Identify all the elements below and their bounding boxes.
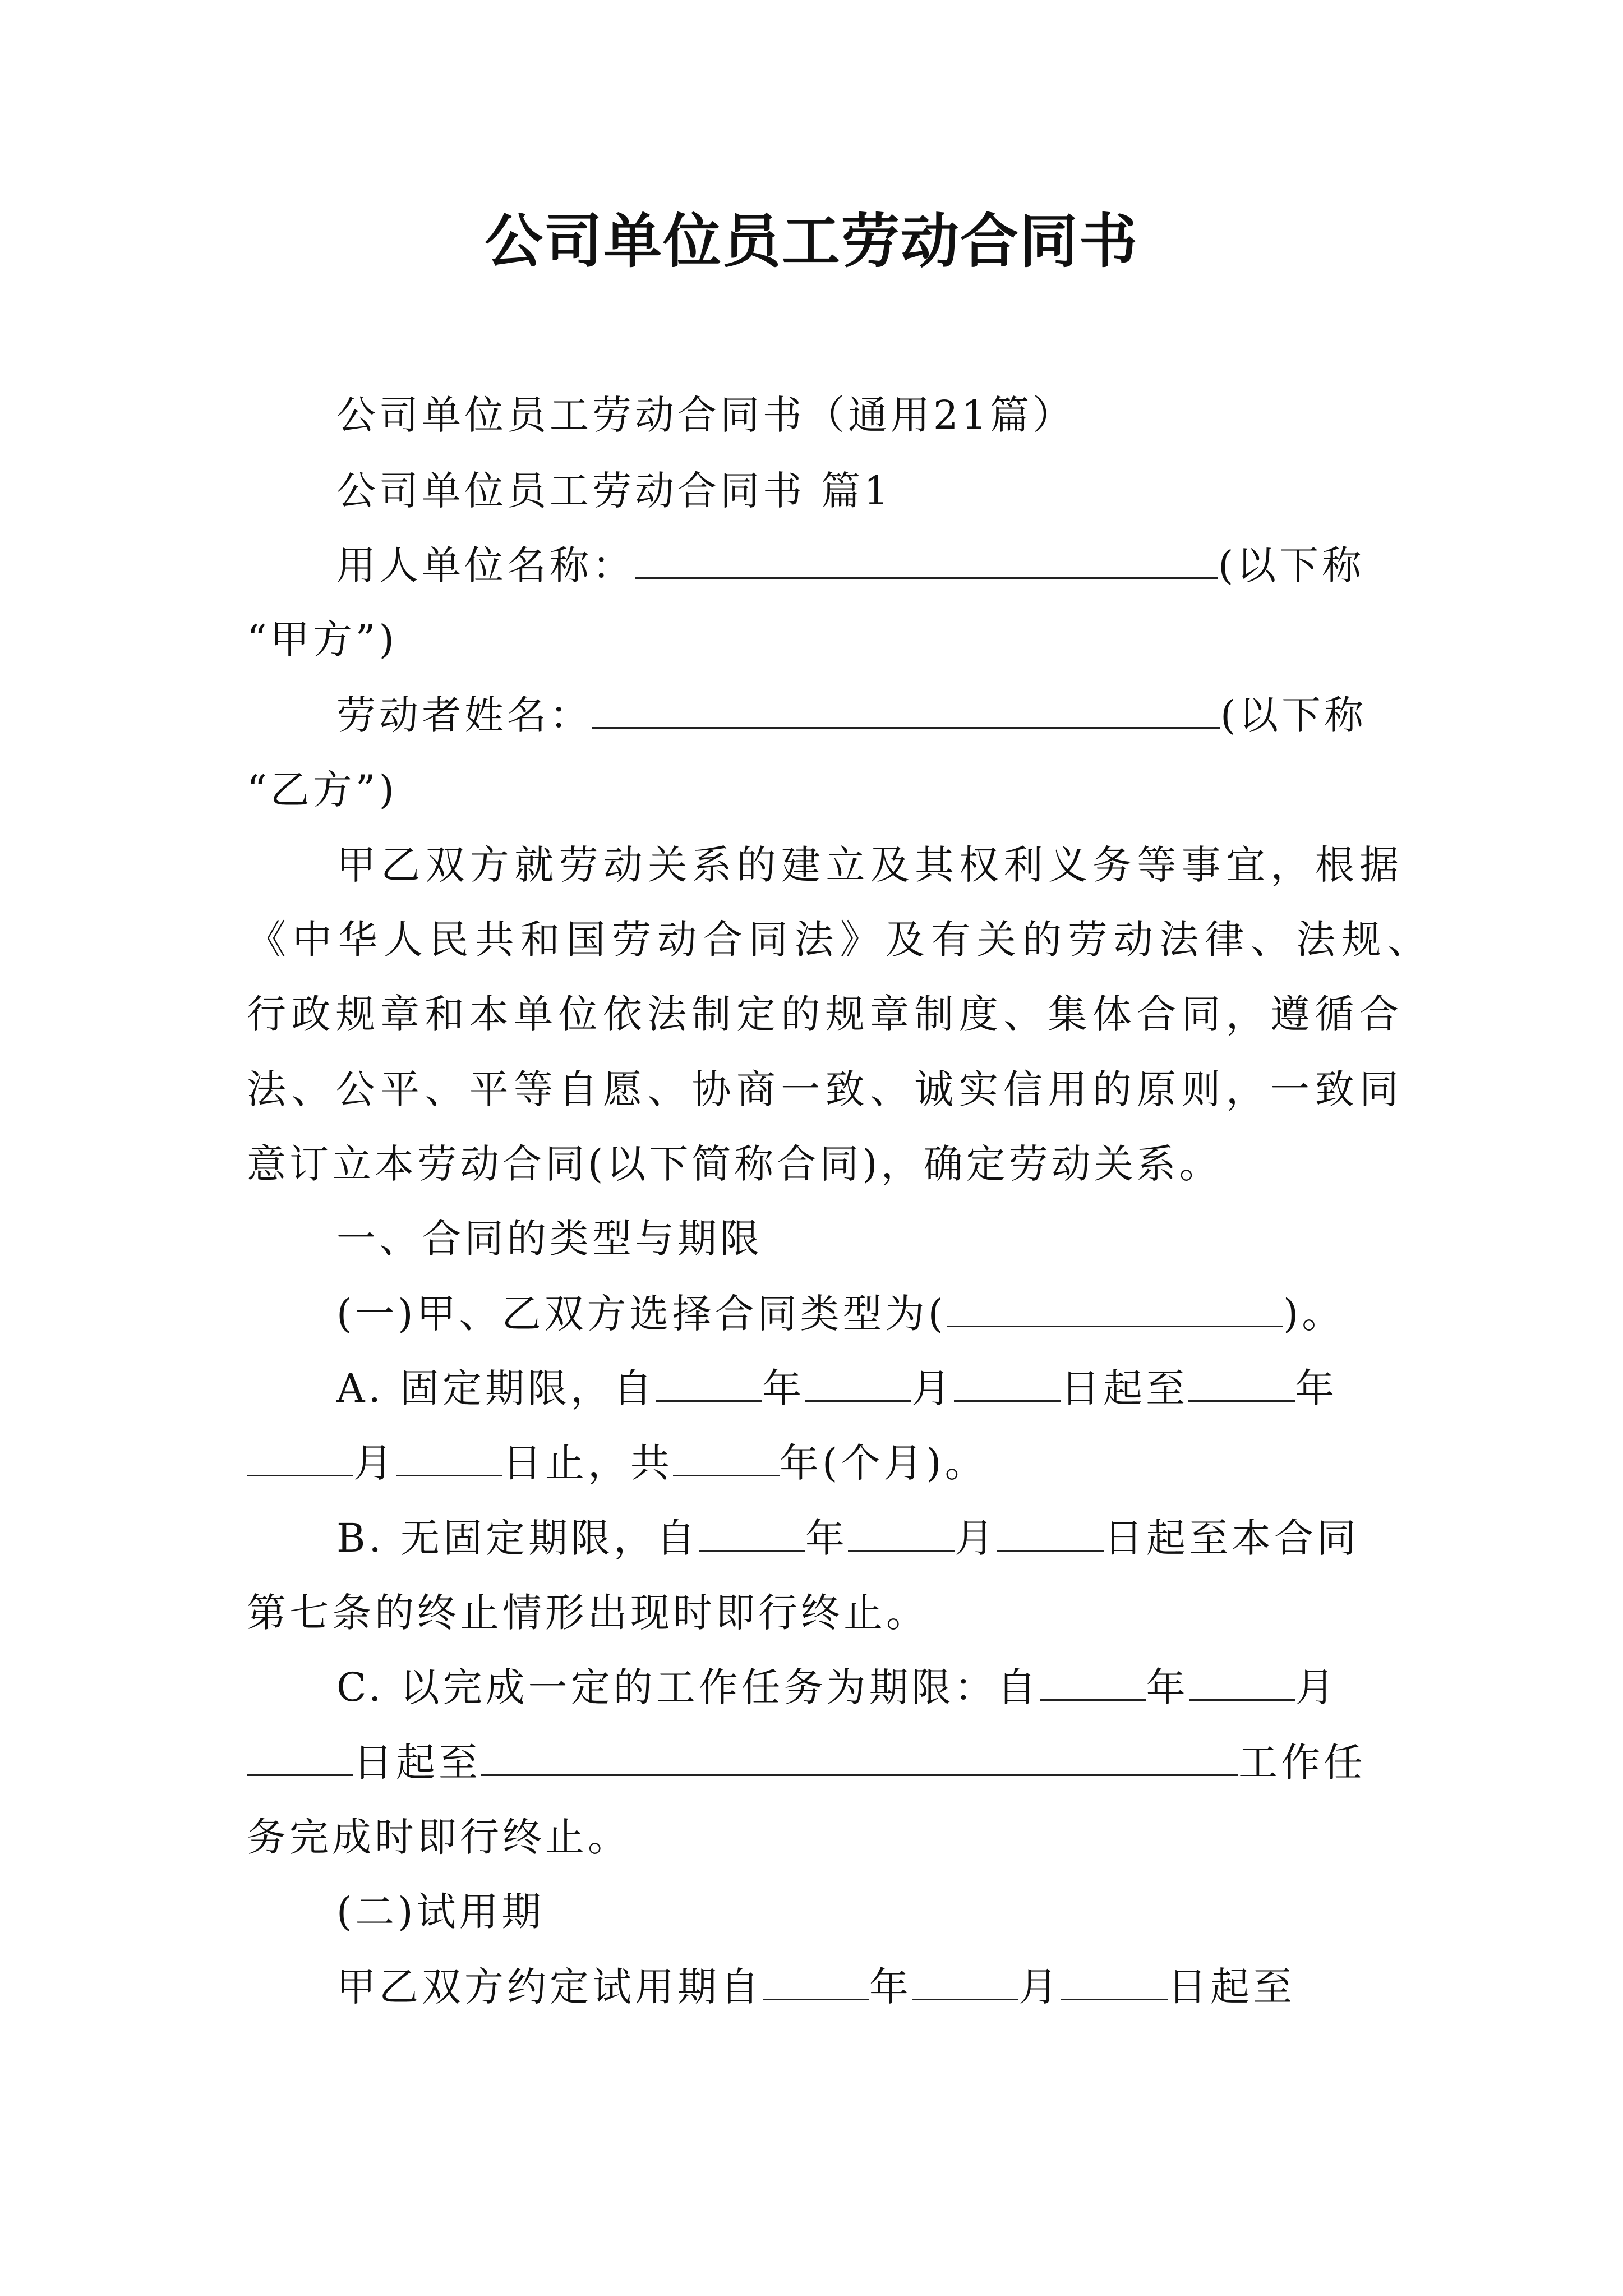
- option-a-line-2: [247, 1435, 1402, 1491]
- word-years-months: 年(个月)。: [780, 1440, 988, 1486]
- word-month: 月: [954, 1515, 997, 1561]
- date-blank: [848, 1511, 955, 1552]
- employer-line: [336, 537, 1402, 593]
- probation-line: [336, 1959, 1402, 2015]
- date-blank: [247, 1435, 353, 1476]
- option-c-line: [336, 1659, 1402, 1715]
- date-blank: [763, 1959, 869, 2000]
- option-c-line-3: 务完成时即行终止。: [247, 1814, 630, 1860]
- employer-label: 用人单位名称：: [336, 542, 635, 588]
- word-month: 月: [1018, 1964, 1061, 2010]
- employee-suffix: (以下称: [1220, 692, 1367, 738]
- word-start-to-contract: 日起至本合同: [1103, 1515, 1359, 1561]
- employee-line: [336, 687, 1402, 743]
- date-blank: [1189, 1660, 1295, 1701]
- employee-label: 劳动者姓名：: [336, 692, 592, 738]
- word-year: 年: [869, 1964, 912, 2010]
- preamble-line: 行政规章和本单位依法制定的规章制度、集体合同，遵循合: [247, 991, 1402, 1037]
- probation-text: 甲乙双方约定试用期自: [336, 1964, 763, 2010]
- option-a-text: A. 固定期限，自: [336, 1365, 656, 1411]
- contract-type-blank: [947, 1286, 1283, 1327]
- document-title: 公司单位员工劳动合同书: [484, 206, 1138, 275]
- contract-type-suffix: )。: [1283, 1291, 1345, 1337]
- employer-suffix: (以下称: [1218, 542, 1365, 588]
- probation-heading: (二)试用期: [336, 1889, 545, 1935]
- date-blank: [954, 1361, 1061, 1402]
- employer-blank: [635, 538, 1218, 579]
- option-b-line-2: 第七条的终止情形出现时即行终止。: [247, 1590, 929, 1636]
- date-blank: [656, 1361, 762, 1402]
- date-blank: [1040, 1660, 1146, 1701]
- date-blank: [805, 1361, 911, 1402]
- date-blank: [1188, 1361, 1295, 1402]
- preamble-line: 甲乙双方就劳动关系的建立及其权利义务等事宜，根据: [336, 842, 1402, 888]
- word-year: 年: [1146, 1664, 1189, 1710]
- word-work-task: 工作任: [1238, 1740, 1366, 1786]
- date-blank: [997, 1511, 1104, 1552]
- article-heading: 一、合同的类型与期限: [336, 1216, 763, 1262]
- employee-blank: [592, 688, 1220, 729]
- date-blank: [912, 1959, 1018, 2000]
- option-a-line: [336, 1360, 1402, 1416]
- preamble-line: 《中华人民共和国劳动合同法》及有关的劳动法律、法规、: [247, 917, 1430, 963]
- document-subtitle: 公司单位员工劳动合同书（通用21篇）: [336, 392, 1076, 438]
- word-start-to: 日起至: [1168, 1964, 1295, 2010]
- date-blank: [699, 1511, 805, 1552]
- employee-alias: “乙方”): [247, 767, 398, 813]
- contract-type-line: [336, 1286, 1402, 1342]
- word-start-to: 日起至: [1061, 1365, 1189, 1411]
- preamble-line: 意订立本劳动合同(以下简称合同)，确定劳动关系。: [247, 1141, 1222, 1187]
- date-blank: [396, 1435, 502, 1476]
- word-month: 月: [353, 1440, 396, 1486]
- date-blank: [247, 1735, 353, 1776]
- word-month: 月: [911, 1365, 955, 1411]
- task-blank: [481, 1735, 1238, 1776]
- employer-alias: “甲方”): [247, 616, 398, 662]
- section-heading: 公司单位员工劳动合同书 篇1: [336, 468, 892, 514]
- word-month: 月: [1295, 1664, 1338, 1710]
- option-b-line: [336, 1510, 1402, 1566]
- option-b-text: B. 无固定期限，自: [336, 1515, 699, 1561]
- word-end-total: 日止，共: [502, 1440, 673, 1486]
- preamble-line: 法、公平、平等自愿、协商一致、诚实信用的原则，一致同: [247, 1066, 1402, 1112]
- option-c-line-2: [247, 1734, 1402, 1791]
- word-year: 年: [805, 1515, 848, 1561]
- word-start-to: 日起至: [353, 1740, 481, 1786]
- contract-type-prefix: (一)甲、乙双方选择合同类型为(: [336, 1291, 947, 1337]
- word-year: 年: [1295, 1365, 1338, 1411]
- word-year: 年: [762, 1365, 805, 1411]
- option-c-text: C. 以完成一定的工作任务为期限：自: [336, 1664, 1040, 1710]
- date-blank: [1061, 1959, 1168, 2000]
- duration-blank: [673, 1435, 780, 1476]
